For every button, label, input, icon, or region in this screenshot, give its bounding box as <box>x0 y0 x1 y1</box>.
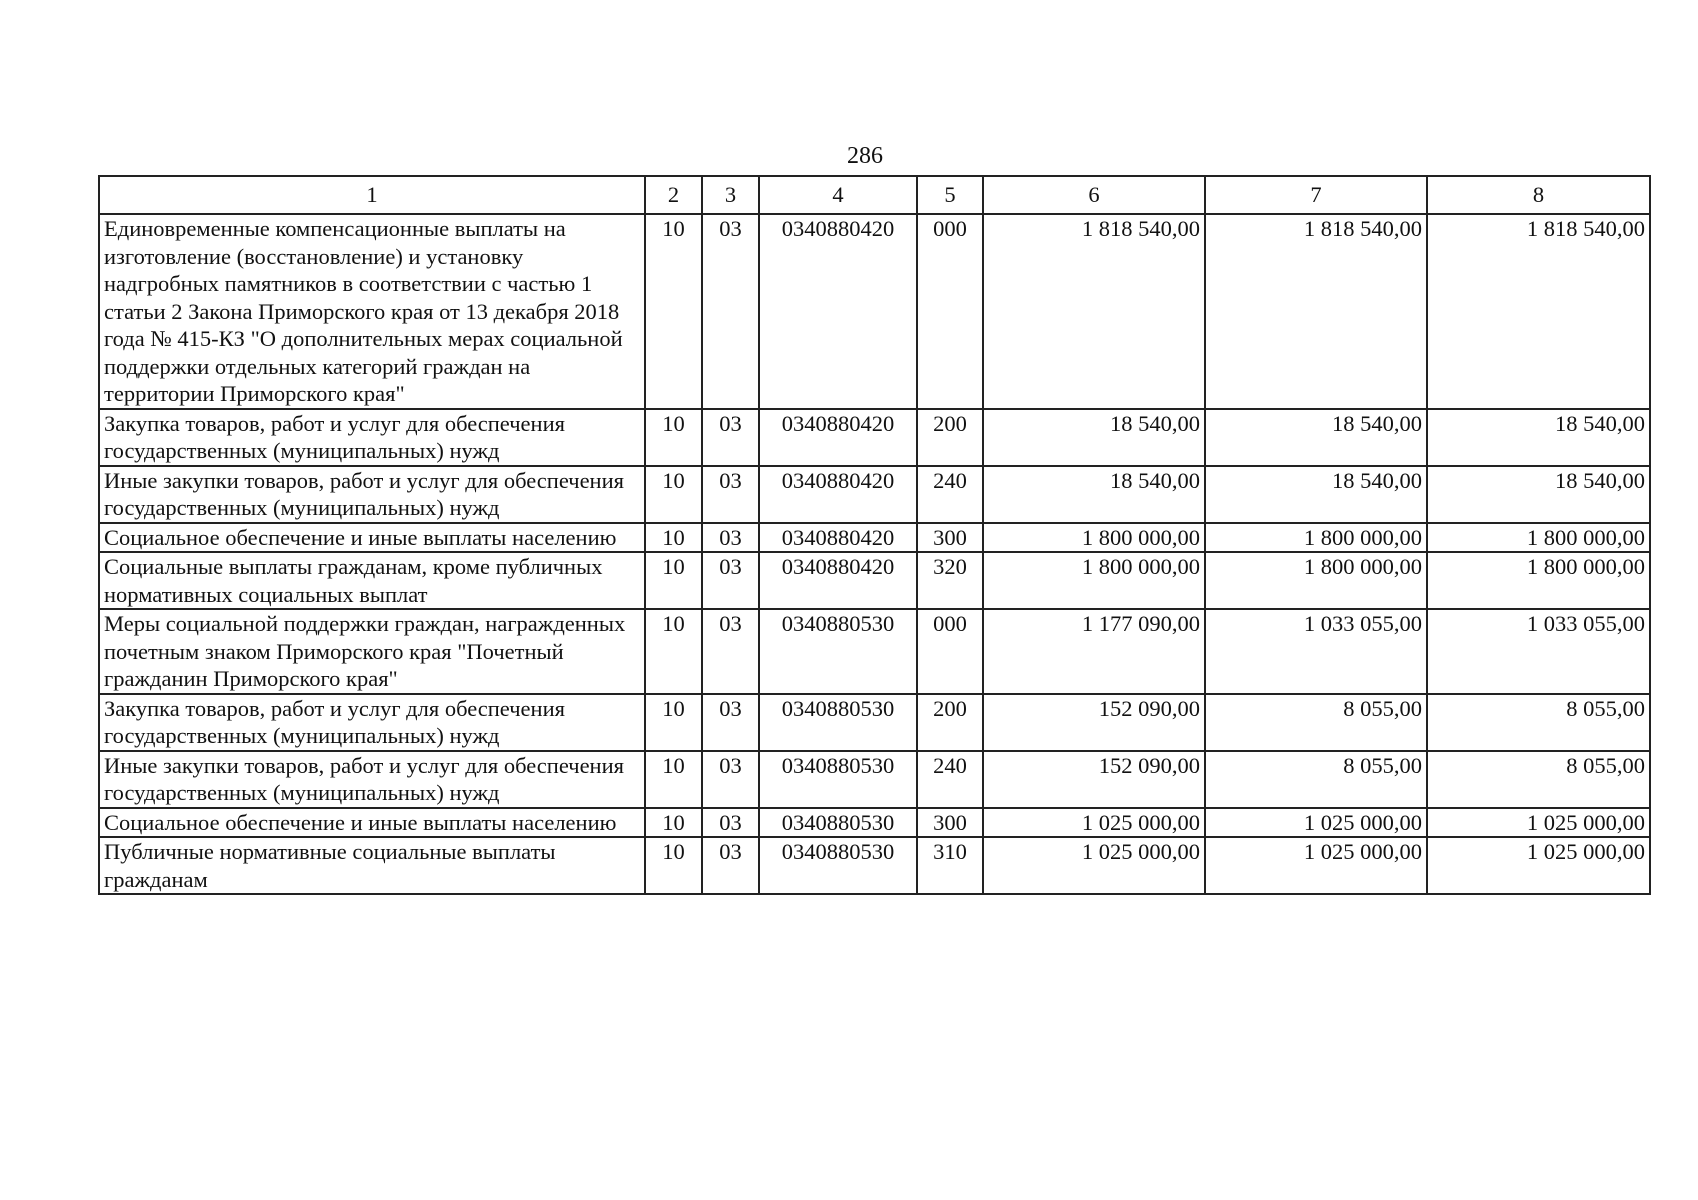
target-article-code: 0340880530 <box>759 694 917 751</box>
section-code: 10 <box>645 523 702 553</box>
column-header-3: 3 <box>702 176 759 214</box>
amount-col-7: 1 025 000,00 <box>1205 837 1427 894</box>
target-article-code: 0340880420 <box>759 523 917 553</box>
expense-type-code: 240 <box>917 466 983 523</box>
column-header-1: 1 <box>99 176 645 214</box>
row-name: Социальное обеспечение и иные выплаты населению <box>99 523 645 553</box>
row-name: Меры социальной поддержки граждан, награжденных почетным знаком Приморского края "Почетный гражданин Приморского края" <box>99 609 645 694</box>
amount-col-6: 1 800 000,00 <box>983 552 1205 609</box>
amount-col-8: 1 800 000,00 <box>1427 552 1650 609</box>
section-code: 10 <box>645 751 702 808</box>
amount-col-8: 8 055,00 <box>1427 751 1650 808</box>
section-code: 10 <box>645 552 702 609</box>
subsection-code: 03 <box>702 694 759 751</box>
amount-col-8: 8 055,00 <box>1427 694 1650 751</box>
table-row <box>99 552 1650 609</box>
subsection-code: 03 <box>702 523 759 553</box>
row-name: Единовременные компенсационные выплаты на изготовление (восстановление) и установку надгробных памятников в соответствии с частью 1 статьи 2 Закона Приморского края от 13 декабря 2018 года № 415-КЗ "О дополнительных мерах социальной поддержки отдельных категорий граждан на территории Приморского края" <box>99 214 645 409</box>
amount-col-8: 18 540,00 <box>1427 466 1650 523</box>
target-article-code: 0340880530 <box>759 808 917 838</box>
table-row <box>99 694 1650 751</box>
table-row <box>99 808 1650 838</box>
amount-col-6: 1 025 000,00 <box>983 808 1205 838</box>
row-name: Социальное обеспечение и иные выплаты населению <box>99 808 645 838</box>
column-header-2: 2 <box>645 176 702 214</box>
expense-type-code: 000 <box>917 609 983 694</box>
expense-type-code: 200 <box>917 694 983 751</box>
table-row <box>99 751 1650 808</box>
column-header-5: 5 <box>917 176 983 214</box>
amount-col-8: 1 025 000,00 <box>1427 837 1650 894</box>
subsection-code: 03 <box>702 214 759 409</box>
amount-col-8: 1 033 055,00 <box>1427 609 1650 694</box>
amount-col-8: 1 818 540,00 <box>1427 214 1650 409</box>
column-header-7: 7 <box>1205 176 1427 214</box>
amount-col-6: 1 177 090,00 <box>983 609 1205 694</box>
amount-col-7: 8 055,00 <box>1205 694 1427 751</box>
expense-type-code: 240 <box>917 751 983 808</box>
target-article-code: 0340880420 <box>759 214 917 409</box>
amount-col-7: 18 540,00 <box>1205 466 1427 523</box>
row-name: Закупка товаров, работ и услуг для обеспечения государственных (муниципальных) нужд <box>99 409 645 466</box>
amount-col-7: 18 540,00 <box>1205 409 1427 466</box>
amount-col-6: 18 540,00 <box>983 466 1205 523</box>
amount-col-7: 1 800 000,00 <box>1205 523 1427 553</box>
subsection-code: 03 <box>702 552 759 609</box>
subsection-code: 03 <box>702 751 759 808</box>
subsection-code: 03 <box>702 609 759 694</box>
expense-type-code: 200 <box>917 409 983 466</box>
header-row <box>99 176 1650 214</box>
row-name: Закупка товаров, работ и услуг для обеспечения государственных (муниципальных) нужд <box>99 694 645 751</box>
amount-col-6: 18 540,00 <box>983 409 1205 466</box>
amount-col-8: 1 800 000,00 <box>1427 523 1650 553</box>
column-header-8: 8 <box>1427 176 1650 214</box>
target-article-code: 0340880420 <box>759 409 917 466</box>
table-row <box>99 523 1650 553</box>
section-code: 10 <box>645 837 702 894</box>
table-row <box>99 214 1650 409</box>
table-row <box>99 609 1650 694</box>
section-code: 10 <box>645 466 702 523</box>
amount-col-7: 8 055,00 <box>1205 751 1427 808</box>
expense-type-code: 000 <box>917 214 983 409</box>
section-code: 10 <box>645 409 702 466</box>
target-article-code: 0340880530 <box>759 837 917 894</box>
target-article-code: 0340880530 <box>759 751 917 808</box>
amount-col-7: 1 033 055,00 <box>1205 609 1427 694</box>
expense-type-code: 300 <box>917 808 983 838</box>
target-article-code: 0340880420 <box>759 552 917 609</box>
row-name: Публичные нормативные социальные выплаты гражданам <box>99 837 645 894</box>
amount-col-7: 1 025 000,00 <box>1205 808 1427 838</box>
amount-col-6: 152 090,00 <box>983 751 1205 808</box>
table-row <box>99 409 1650 466</box>
subsection-code: 03 <box>702 808 759 838</box>
section-code: 10 <box>645 694 702 751</box>
amount-col-6: 152 090,00 <box>983 694 1205 751</box>
subsection-code: 03 <box>702 466 759 523</box>
amount-col-7: 1 818 540,00 <box>1205 214 1427 409</box>
row-name: Иные закупки товаров, работ и услуг для обеспечения государственных (муниципальных) нужд <box>99 751 645 808</box>
amount-col-6: 1 818 540,00 <box>983 214 1205 409</box>
amount-col-8: 18 540,00 <box>1427 409 1650 466</box>
row-name: Иные закупки товаров, работ и услуг для обеспечения государственных (муниципальных) нужд <box>99 466 645 523</box>
amount-col-6: 1 025 000,00 <box>983 837 1205 894</box>
expense-type-code: 300 <box>917 523 983 553</box>
subsection-code: 03 <box>702 837 759 894</box>
section-code: 10 <box>645 214 702 409</box>
target-article-code: 0340880420 <box>759 466 917 523</box>
expense-type-code: 310 <box>917 837 983 894</box>
column-header-4: 4 <box>759 176 917 214</box>
row-name: Социальные выплаты гражданам, кроме публичных нормативных социальных выплат <box>99 552 645 609</box>
subsection-code: 03 <box>702 409 759 466</box>
table-row <box>99 837 1650 894</box>
amount-col-8: 1 025 000,00 <box>1427 808 1650 838</box>
budget-table <box>98 175 1651 895</box>
expense-type-code: 320 <box>917 552 983 609</box>
column-header-6: 6 <box>983 176 1205 214</box>
table-row <box>99 466 1650 523</box>
target-article-code: 0340880530 <box>759 609 917 694</box>
amount-col-7: 1 800 000,00 <box>1205 552 1427 609</box>
amount-col-6: 1 800 000,00 <box>983 523 1205 553</box>
section-code: 10 <box>645 609 702 694</box>
page-number: 286 <box>847 143 883 169</box>
section-code: 10 <box>645 808 702 838</box>
